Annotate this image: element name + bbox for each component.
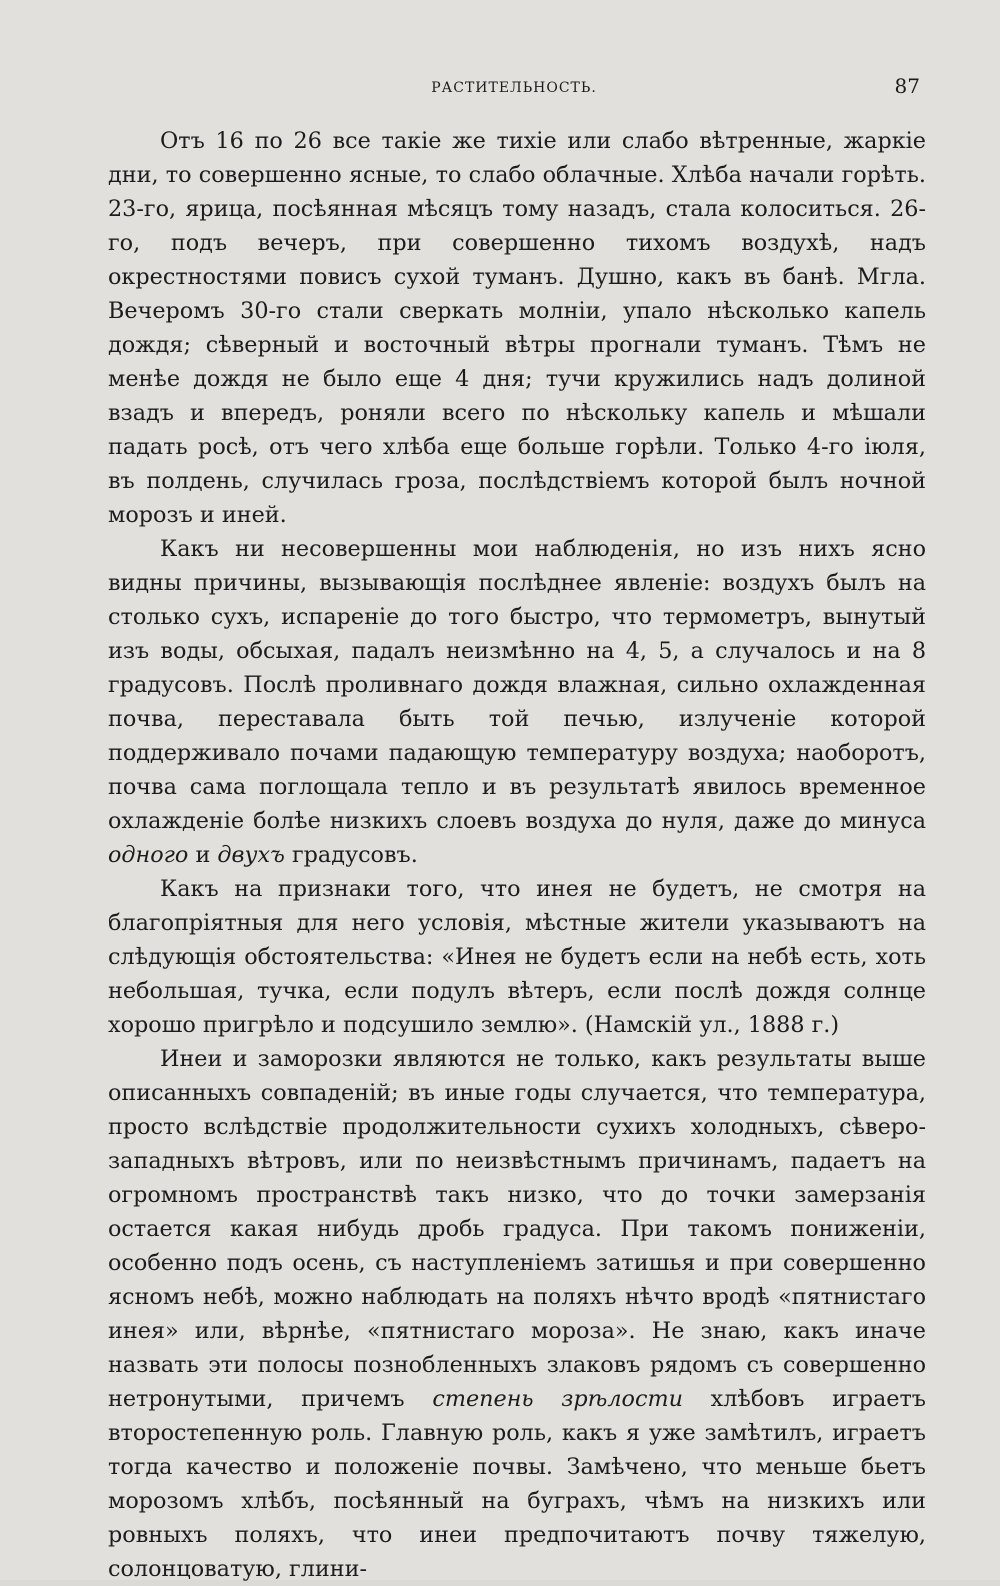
paragraph-1: Отъ 16 по 26 все такіе же тихіе или слабо вѣтренные, жаркіе дни, то совершенно ясные, то слабо облачные. Хлѣба начали горѣть. 23-го, ярица, посѣянная мѣсяцъ тому назадъ, стала колоситься. 26-го, подъ вечеръ, при совершенно тихомъ воздухѣ, надъ окрестностями повисъ сухой туманъ. Душно, какъ въ банѣ. Мгла. Вечеромъ 30-го стали сверкать молніи, упало нѣсколько капель дождя; сѣверный и восточный вѣтры прогнали туманъ. Тѣмъ не менѣе дождя не было еще 4 дня; тучи кружились надъ долиной взадъ и впередъ, роняли всего по нѣскольку капель и мѣшали падать росѣ, отъ чего хлѣба еще больше горѣли. Только 4-го іюля, въ полдень, случилась гроза, послѣдствіемъ которой былъ ночной морозъ и иней. bbox=[108, 128, 926, 528]
page-header bbox=[108, 74, 920, 104]
italic-phrase: степень зрѣлости bbox=[432, 1386, 683, 1412]
paragraph-4-ending: хлѣбовъ играетъ второстепенную роль. Главную роль, какъ я уже замѣтилъ, играетъ тогда качество и положеніе почвы. Замѣчено, что меньше бьетъ морозомъ хлѣбъ, посѣянный на буграхъ, чѣмъ на низкихъ или ровныхъ поляхъ, что инеи предпочитаютъ почву тяжелую, солонцоватую, глини- bbox=[108, 1386, 926, 1582]
italic-word-one: одного bbox=[108, 842, 189, 868]
italic-word-two: двухъ bbox=[217, 842, 285, 868]
page-number: 87 bbox=[894, 74, 920, 98]
paragraph-3: Какъ на признаки того, что инея не будетъ, не смотря на благопріятныя для него условія, мѣстные жители указываютъ на слѣдующія обстоятельства: «Инея не будетъ если на небѣ есть, хоть небольшая, тучка, если подулъ вѣтеръ, если послѣ дождя солнце хорошо пригрѣло и подсушило землю». (Намскій ул., 1888 г.) bbox=[108, 876, 926, 1038]
page-body bbox=[108, 124, 926, 1586]
paragraph-2-conjunction: и bbox=[188, 842, 218, 868]
paragraph-2 bbox=[108, 532, 926, 872]
paragraph-4-text: Инеи и заморозки являются не только, какъ результаты выше описанныхъ совпаденій; въ иные годы случается, что температура, просто вслѣдствіе продолжительности сухихъ холодныхъ, сѣверо-западныхъ вѣтровъ, или по неизвѣстнымъ причинамъ, падаетъ на огромномъ пространствѣ такъ низко, что до точки замерзанія остается какая нибудь дробь градуса. При такомъ пониженіи, особенно подъ осень, съ наступленіемъ затишья и при совершенно ясномъ небѣ, можно наблюдать на поляхъ нѣчто вродѣ «пятнистаго инея» или, вѣрнѣе, «пятнистаго мороза». Не знаю, какъ иначе назвать эти полосы познобленныхъ злаковъ рядомъ съ совершенно нетронутыми, причемъ bbox=[108, 1046, 926, 1412]
paragraph-2-ending: градусовъ. bbox=[284, 842, 418, 868]
paragraph-4 bbox=[108, 1042, 926, 1586]
paragraph-2-text: Какъ ни несовершенны мои наблюденія, но изъ нихъ ясно видны причины, вызывающія послѣднее явленіе: воздухъ былъ на столько сухъ, испареніе до того быстро, что термометръ, вынутый изъ воды, обсыхая, падалъ неизмѣнно на 4, 5, а случалось и на 8 градусовъ. Послѣ проливнаго дождя влажная, сильно охлажденная почва, переставала быть той печью, излученіе которой поддерживало почами падающую температуру воздуха; наоборотъ, почва сама поглощала тепло и въ результатѣ явилось временное охлажденіе болѣе низкихъ слоевъ воздуха до нуля, даже до минуса bbox=[108, 536, 926, 834]
running-title: РАСТИТЕЛЬНОСТЬ. bbox=[431, 80, 597, 96]
